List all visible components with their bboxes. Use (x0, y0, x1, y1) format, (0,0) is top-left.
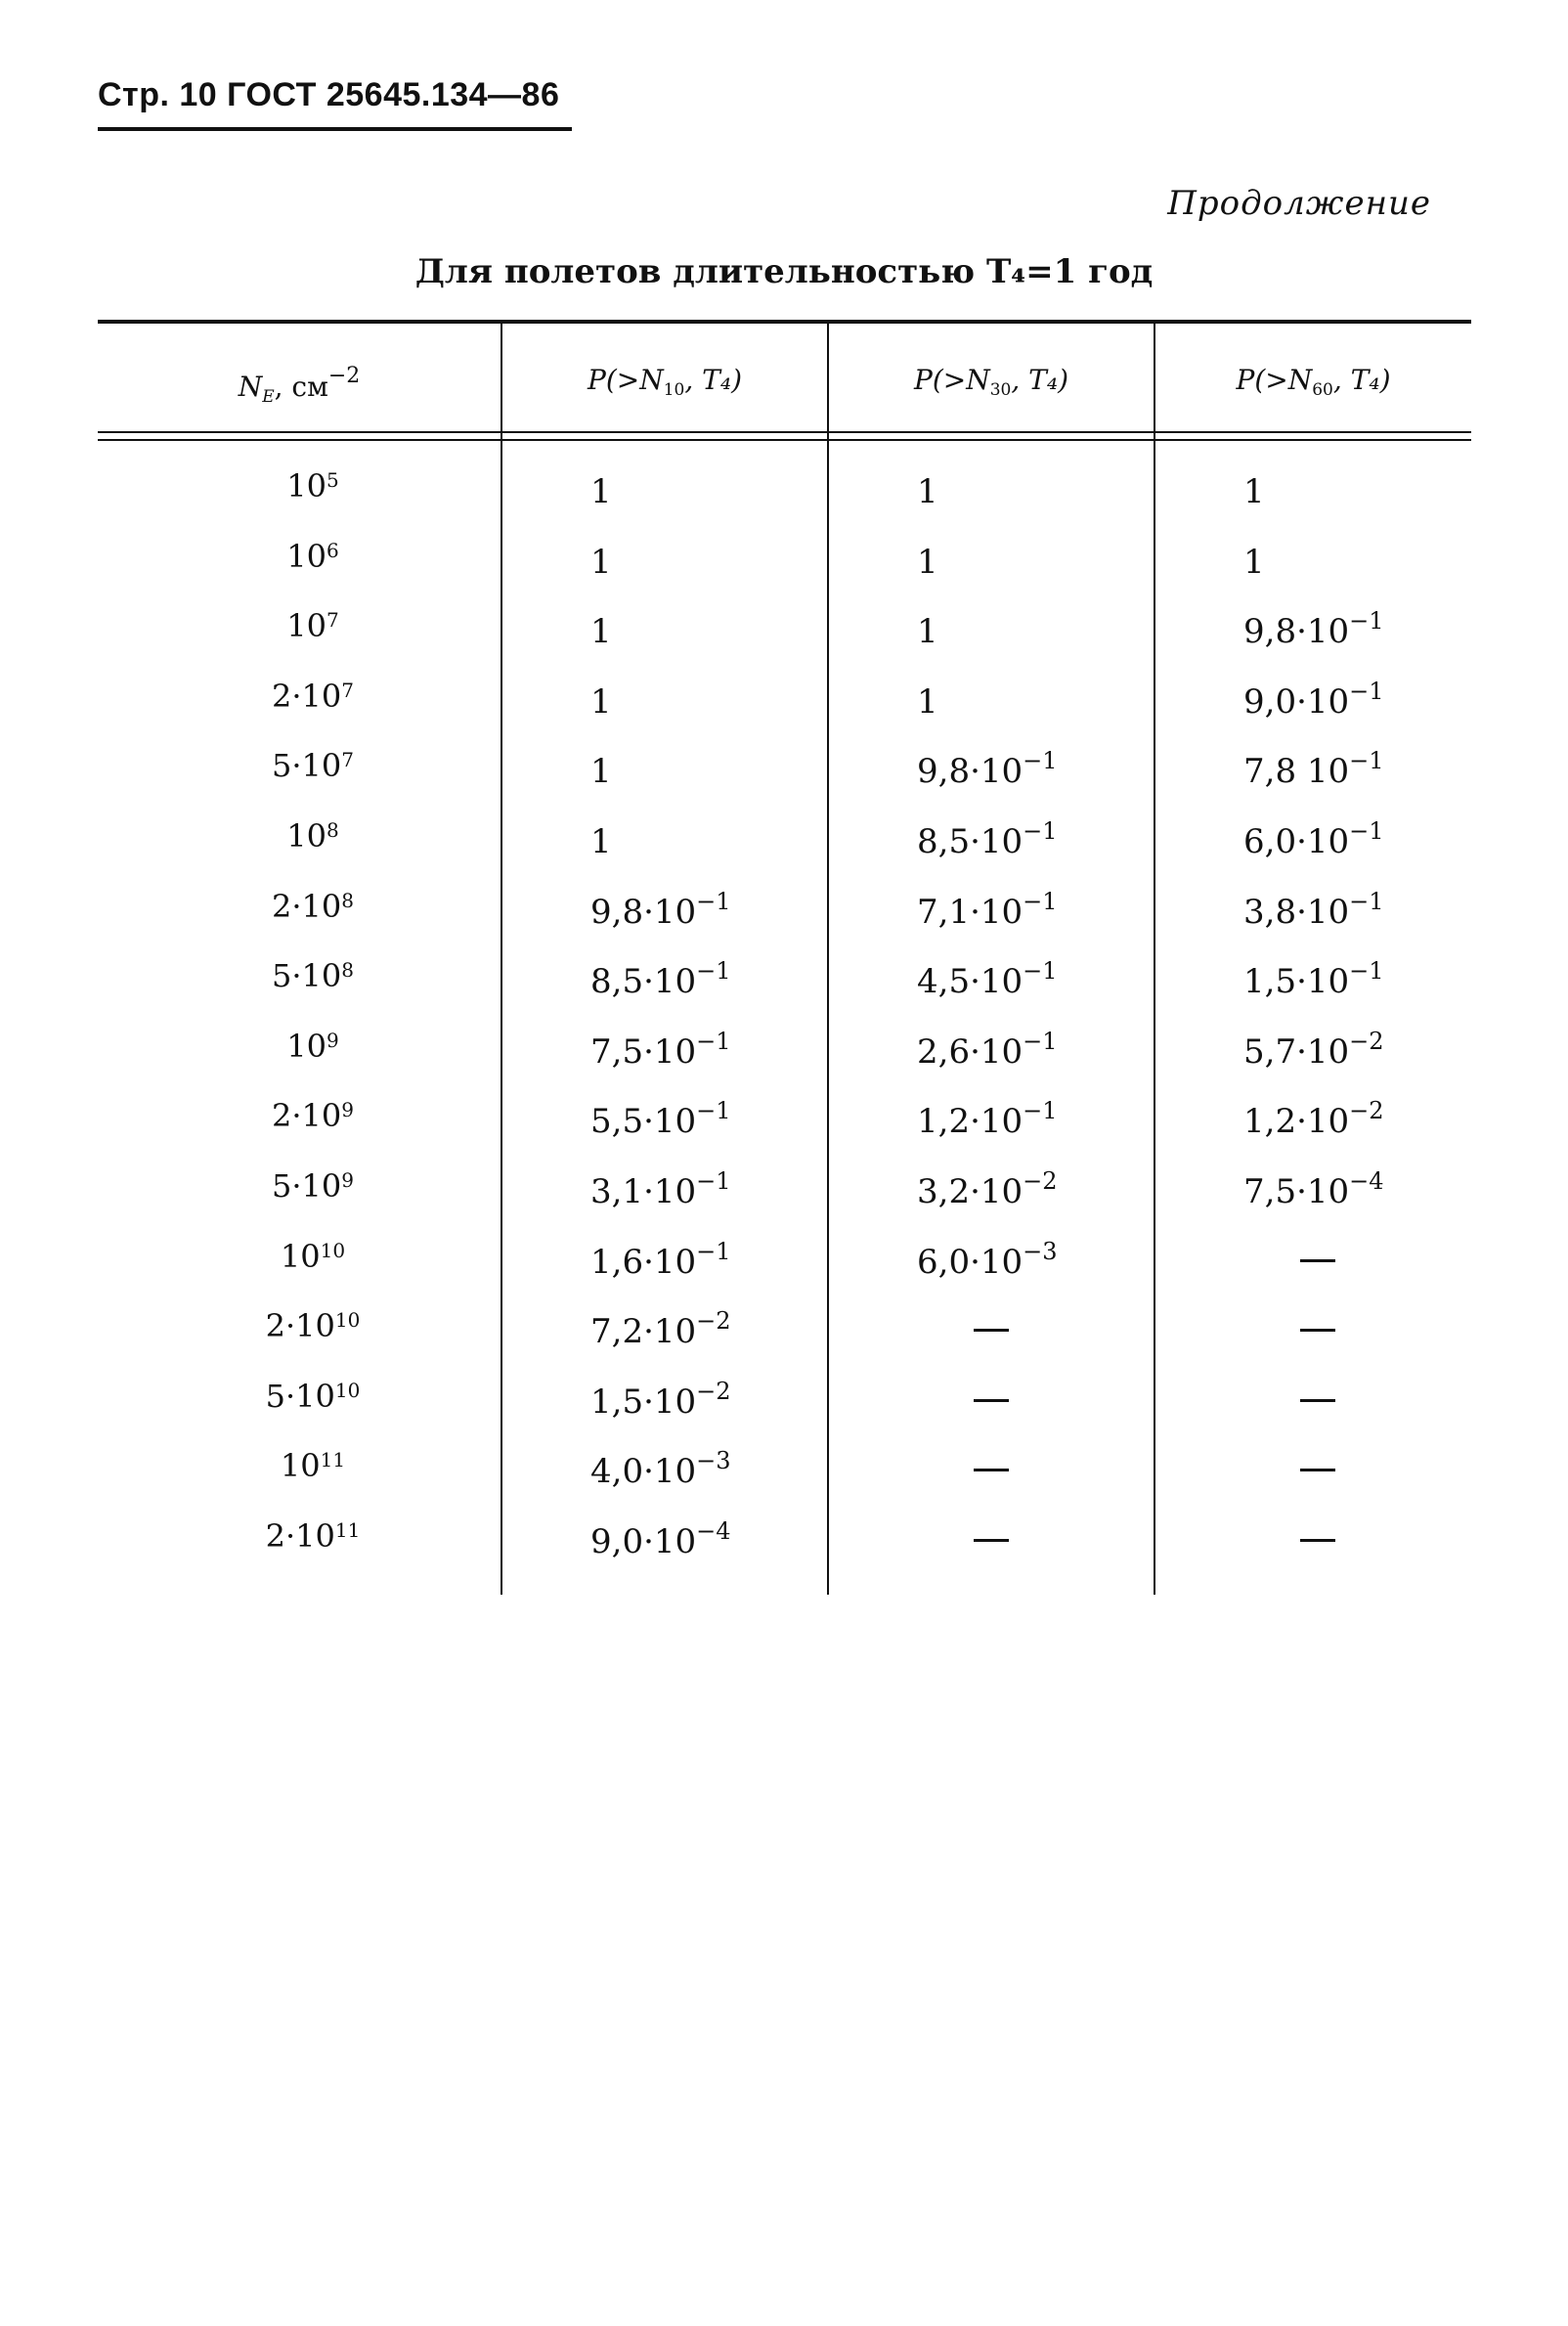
cell-p10 (590, 957, 731, 1001)
cell-ne (191, 888, 435, 925)
value-exponent: −1 (1023, 1027, 1058, 1055)
cell-ne (191, 1447, 435, 1484)
cell-ne (191, 1028, 435, 1065)
cell-p30 (917, 817, 1058, 861)
cell-p10 (590, 888, 731, 932)
cell-p60-dash (1300, 1259, 1335, 1262)
ne-mantissa: 2· (265, 1517, 296, 1555)
cell-p10 (590, 678, 612, 722)
ne-base: 10 (301, 957, 342, 995)
table-row (0, 817, 1568, 888)
table-row (0, 1307, 1568, 1378)
cell-p10 (590, 538, 612, 582)
value-mantissa: 9,8·10 (917, 752, 1024, 792)
value-exponent: −1 (1023, 817, 1058, 845)
cell-p60 (1243, 888, 1384, 932)
value-exponent: −1 (1349, 957, 1384, 986)
cell-p30-dash (974, 1469, 1009, 1471)
ne-exponent: 7 (341, 748, 354, 772)
ne-base: 10 (301, 887, 342, 925)
value-mantissa: 1 (590, 822, 612, 861)
value-mantissa: 5,5·10 (590, 1102, 697, 1142)
cell-ne (191, 747, 435, 784)
page-label: Стр. 10 (98, 76, 218, 113)
value-mantissa: 5,7·10 (1243, 1031, 1350, 1072)
ne-exponent: 8 (341, 958, 354, 983)
cell-p30 (917, 1097, 1058, 1141)
value-exponent: −1 (696, 1237, 731, 1265)
ne-mantissa: 2· (265, 1307, 296, 1345)
cell-p60 (1243, 1097, 1384, 1141)
value-mantissa: 6,0·10 (1243, 822, 1350, 861)
value-mantissa: 1 (917, 612, 938, 652)
table-header-rule (98, 431, 1471, 441)
cell-p60 (1243, 607, 1384, 651)
cell-ne (191, 1517, 435, 1555)
value-exponent: −1 (1023, 747, 1058, 775)
cell-p30 (917, 467, 938, 511)
ne-base: 10 (280, 1447, 321, 1485)
standard-number: ГОСТ 25645.134—86 (227, 76, 560, 113)
cell-p10 (590, 817, 612, 861)
value-mantissa: 3,2·10 (917, 1172, 1024, 1211)
ne-exponent: 10 (320, 1238, 346, 1262)
ne-base: 10 (301, 747, 342, 785)
ne-exponent: 8 (326, 818, 339, 842)
p10-prefix: P(>N (588, 364, 664, 396)
value-mantissa: 7,1·10 (917, 892, 1024, 932)
p60-prefix: P(>N (1236, 364, 1313, 396)
cell-p10 (590, 1097, 731, 1141)
value-mantissa: 1 (917, 472, 938, 511)
cell-p60 (1243, 817, 1384, 861)
value-exponent: −1 (1023, 1097, 1058, 1125)
value-mantissa: 1 (1243, 472, 1265, 511)
p10-suffix: , T₄) (684, 364, 742, 396)
header-ne (98, 364, 501, 407)
ne-base: 10 (286, 467, 327, 505)
value-mantissa: 6,0·10 (917, 1242, 1024, 1282)
ne-symbol: N (238, 371, 263, 403)
value-mantissa: 1 (917, 681, 938, 722)
value-exponent: −2 (1023, 1167, 1058, 1195)
value-mantissa: 1,2·10 (917, 1102, 1024, 1142)
value-exponent: −2 (1349, 1027, 1384, 1055)
header-rule (98, 127, 572, 131)
value-mantissa: 1,6·10 (590, 1242, 697, 1282)
ne-unit: , см (274, 371, 328, 403)
cell-p60 (1243, 678, 1384, 722)
value-mantissa: 2,6·10 (917, 1031, 1024, 1072)
value-mantissa: 7,5·10 (1243, 1172, 1350, 1211)
ne-power: −2 (327, 364, 361, 388)
ne-exponent: 10 (334, 1378, 361, 1402)
ne-exponent: 9 (326, 1028, 339, 1052)
ne-mantissa: 5· (265, 1377, 296, 1415)
ne-mantissa: 2· (272, 887, 302, 925)
cell-p10 (590, 747, 612, 791)
header-p30 (829, 364, 1154, 400)
table-row (0, 607, 1568, 678)
cell-ne (191, 538, 435, 575)
cell-ne (191, 1307, 435, 1344)
cell-p60 (1243, 538, 1265, 582)
continuation-label: Продолжение (1167, 184, 1431, 223)
table-row (0, 888, 1568, 958)
value-exponent: −1 (696, 1027, 731, 1055)
cell-ne (191, 678, 435, 715)
cell-p30 (917, 678, 938, 722)
cell-ne (191, 817, 435, 855)
value-exponent: −2 (696, 1377, 731, 1405)
cell-ne (191, 607, 435, 644)
value-mantissa: 9,0·10 (1243, 681, 1350, 722)
table-row (0, 1238, 1568, 1308)
ne-base: 10 (301, 677, 342, 715)
value-mantissa: 1,2·10 (1243, 1102, 1350, 1142)
value-mantissa: 1 (590, 472, 612, 511)
ne-base: 10 (295, 1307, 335, 1345)
table-row (0, 1378, 1568, 1448)
value-exponent: −4 (1349, 1167, 1384, 1195)
cell-p30 (917, 1028, 1058, 1072)
cell-p30-dash (974, 1399, 1009, 1402)
ne-exponent: 9 (341, 1098, 354, 1122)
value-mantissa: 3,8·10 (1243, 892, 1350, 932)
value-mantissa: 4,5·10 (917, 962, 1024, 1002)
p30-prefix: P(>N (914, 364, 990, 396)
ne-base: 10 (301, 1167, 342, 1205)
value-exponent: −1 (1349, 677, 1384, 705)
value-mantissa: 1 (1243, 542, 1265, 582)
value-exponent: −1 (696, 1097, 731, 1125)
ne-exponent: 7 (341, 678, 354, 702)
ne-mantissa: 5· (272, 1167, 302, 1205)
ne-base: 10 (295, 1517, 335, 1555)
table-row (0, 1097, 1568, 1167)
value-exponent: −1 (696, 957, 731, 986)
p10-subscript: 10 (663, 380, 685, 400)
cell-p60 (1243, 1028, 1384, 1072)
ne-base: 10 (286, 817, 327, 855)
value-mantissa: 4,0·10 (590, 1452, 697, 1492)
cell-p30 (917, 1167, 1058, 1211)
value-exponent: −1 (1349, 607, 1384, 636)
value-exponent: −3 (1023, 1237, 1058, 1265)
cell-ne (191, 1238, 435, 1275)
ne-exponent: 6 (326, 538, 339, 562)
cell-p10 (590, 467, 612, 511)
cell-ne (191, 467, 435, 505)
value-mantissa: 1 (590, 542, 612, 582)
table-row (0, 1028, 1568, 1098)
cell-p60-dash (1300, 1329, 1335, 1332)
table-row (0, 957, 1568, 1028)
value-exponent: −1 (1349, 747, 1384, 775)
ne-exponent: 7 (326, 608, 339, 633)
p30-suffix: , T₄) (1011, 364, 1068, 396)
header-p10 (502, 364, 827, 400)
ne-base: 10 (286, 1027, 327, 1065)
ne-exponent: 11 (334, 1518, 361, 1542)
cell-p30-dash (974, 1329, 1009, 1332)
value-exponent: −3 (696, 1447, 731, 1475)
cell-p10 (590, 1167, 731, 1211)
ne-base: 10 (286, 607, 327, 645)
cell-p10 (590, 1517, 731, 1561)
value-exponent: −1 (696, 887, 731, 915)
cell-ne (191, 1378, 435, 1415)
cell-p30 (917, 1238, 1058, 1282)
value-exponent: −2 (696, 1307, 731, 1336)
ne-exponent: 10 (334, 1308, 361, 1333)
cell-ne (191, 1167, 435, 1205)
cell-p10 (590, 1028, 731, 1072)
table-row (0, 678, 1568, 748)
p30-subscript: 30 (989, 380, 1012, 400)
value-mantissa: 1 (590, 612, 612, 652)
header-p60 (1155, 364, 1471, 400)
ne-mantissa: 2· (272, 1097, 302, 1135)
cell-p60 (1243, 1167, 1384, 1211)
cell-p60-dash (1300, 1539, 1335, 1542)
cell-p60 (1243, 467, 1265, 511)
ne-subscript: E (262, 387, 275, 407)
value-mantissa: 8,5·10 (917, 822, 1024, 861)
cell-p60 (1243, 957, 1384, 1001)
value-mantissa: 9,8·10 (590, 892, 697, 932)
table-row (0, 1167, 1568, 1238)
cell-ne (191, 957, 435, 994)
cell-p30 (917, 888, 1058, 932)
p60-suffix: , T₄) (1332, 364, 1391, 396)
ne-exponent: 8 (341, 888, 354, 912)
value-mantissa: 8,5·10 (590, 962, 697, 1002)
ne-mantissa: 5· (272, 747, 302, 785)
ne-exponent: 5 (326, 468, 339, 492)
ne-exponent: 9 (341, 1168, 354, 1192)
cell-p10 (590, 607, 612, 651)
value-mantissa: 1 (590, 752, 612, 792)
cell-p30 (917, 957, 1058, 1001)
value-exponent: −2 (1349, 1097, 1384, 1125)
ne-mantissa: 5· (272, 957, 302, 995)
table-row (0, 1447, 1568, 1517)
cell-p30 (917, 538, 938, 582)
cell-p10 (590, 1447, 731, 1491)
value-exponent: −1 (696, 1167, 731, 1195)
cell-p10 (590, 1378, 731, 1422)
value-mantissa: 3,1·10 (590, 1172, 697, 1211)
cell-p30 (917, 747, 1058, 791)
cell-p60-dash (1300, 1469, 1335, 1471)
value-mantissa: 7,5·10 (590, 1031, 697, 1072)
ne-base: 10 (280, 1237, 321, 1275)
cell-p30-dash (974, 1539, 1009, 1542)
value-mantissa: 1 (590, 681, 612, 722)
value-mantissa: 9,0·10 (590, 1522, 697, 1561)
cell-ne (191, 1097, 435, 1134)
value-exponent: −1 (1023, 957, 1058, 986)
p60-subscript: 60 (1312, 380, 1333, 400)
value-mantissa: 9,8·10 (1243, 612, 1350, 652)
cell-p30 (917, 607, 938, 651)
cell-p10 (590, 1238, 731, 1282)
cell-p60 (1243, 747, 1384, 791)
ne-base: 10 (286, 537, 327, 575)
ne-mantissa: 2· (272, 677, 302, 715)
value-exponent: −1 (1023, 887, 1058, 915)
value-mantissa: 7,2·10 (590, 1312, 697, 1352)
table-row (0, 538, 1568, 608)
ne-base: 10 (295, 1377, 335, 1415)
ne-exponent: 11 (320, 1448, 346, 1472)
value-exponent: −1 (1349, 887, 1384, 915)
table-row (0, 1517, 1568, 1588)
page-header (98, 76, 559, 114)
ne-base: 10 (301, 1097, 342, 1135)
value-mantissa: 1,5·10 (1243, 962, 1350, 1002)
table-row (0, 467, 1568, 538)
table-top-rule (98, 320, 1471, 324)
value-exponent: −1 (1349, 817, 1384, 845)
value-mantissa: 1 (917, 542, 938, 582)
table-row (0, 747, 1568, 817)
cell-p10 (590, 1307, 731, 1351)
table-title: Для полетов длительностью T₄=1 год (414, 252, 1154, 291)
value-mantissa: 1,5·10 (590, 1382, 697, 1422)
value-mantissa: 7,8 10 (1243, 752, 1350, 792)
value-exponent: −4 (696, 1517, 731, 1545)
cell-p60-dash (1300, 1399, 1335, 1402)
